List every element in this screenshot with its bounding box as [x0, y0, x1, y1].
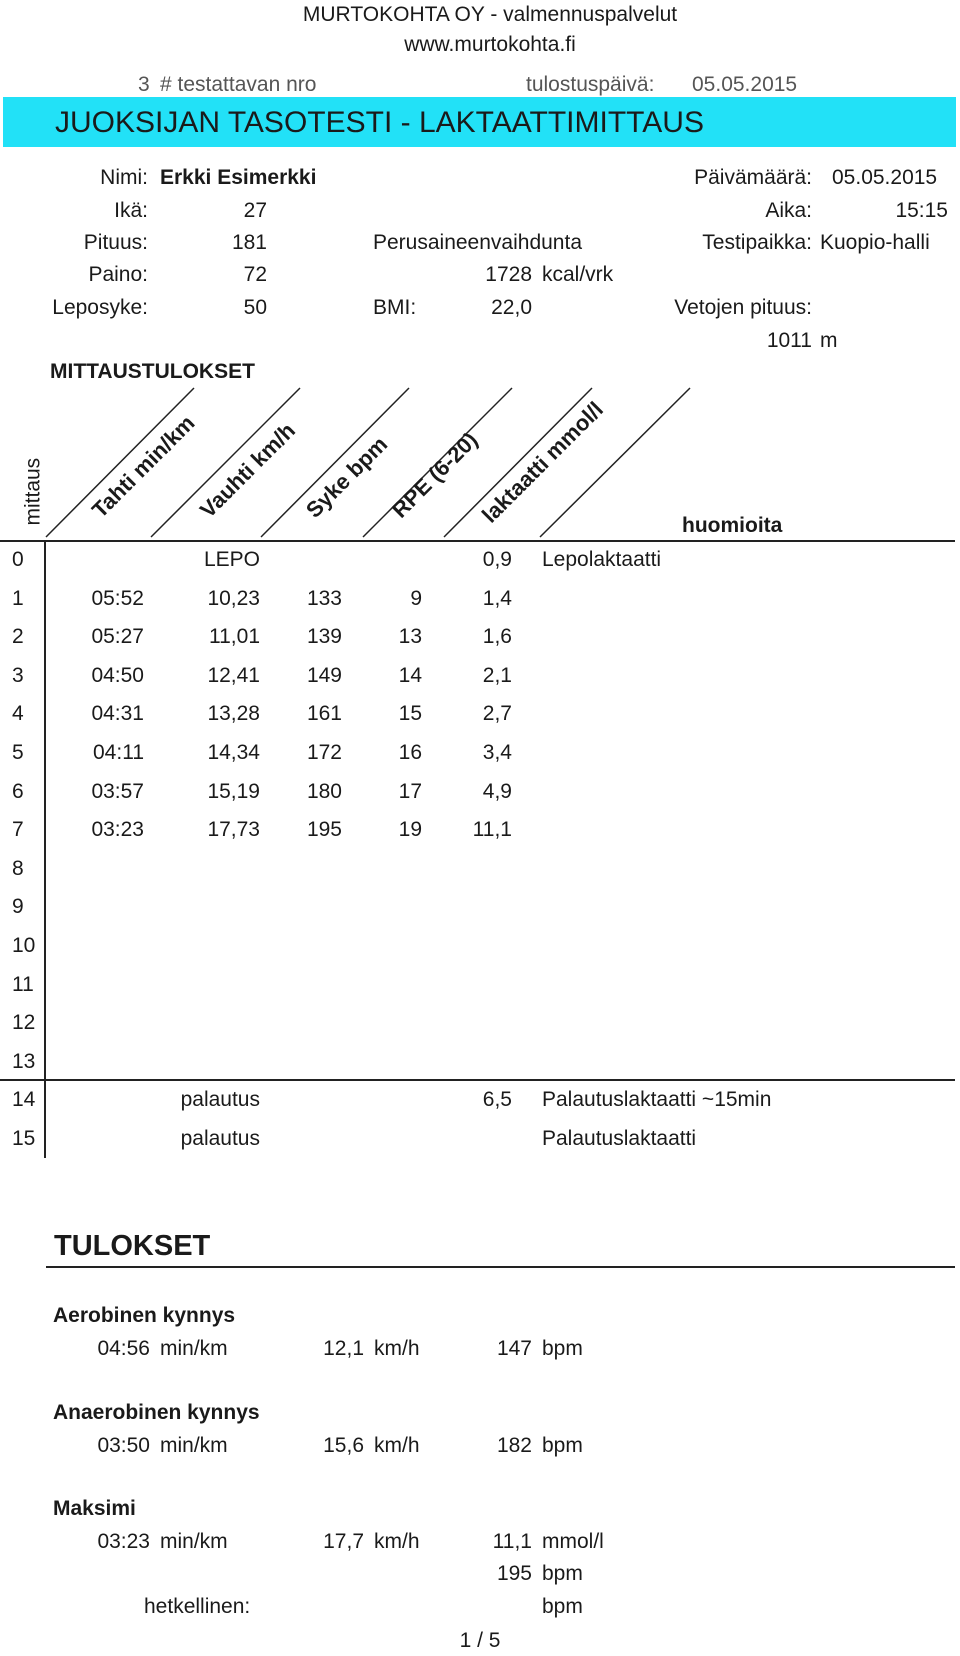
row-number: 12 — [12, 1011, 36, 1035]
speed-cell: palautus — [180, 1088, 260, 1112]
max-hr: 195 — [496, 1562, 532, 1585]
row-number: 10 — [12, 934, 36, 957]
lactate-cell: 2,7 — [482, 702, 512, 726]
row-number: 0 — [12, 548, 24, 571]
name-label: Nimi: — [100, 166, 148, 189]
bmr-label: Perusaineenvaihdunta — [373, 231, 582, 254]
max-speed: 17,7 — [323, 1530, 364, 1553]
pace-cell: 04:11 — [93, 741, 144, 764]
row-number: 3 — [12, 663, 24, 687]
max-hr-unit: bpm — [542, 1562, 583, 1585]
pace-cell: 05:52 — [91, 586, 144, 610]
bmi-value: 22,0 — [491, 296, 532, 319]
speed-cell: 14,34 — [207, 741, 260, 764]
aerobic-label: Aerobinen kynnys — [53, 1304, 236, 1327]
stage-length-value: 1011 — [766, 329, 812, 352]
print-date: 05.05.2015 — [692, 73, 798, 96]
weight-label: Paino: — [88, 263, 148, 286]
aerobic-pace-unit: min/km — [160, 1337, 228, 1360]
age-value: 27 — [243, 199, 267, 222]
weight-value: 72 — [243, 263, 267, 286]
column-header-heart-rate: Syke bpm — [301, 431, 393, 523]
speed-cell: LEPO — [203, 548, 260, 571]
row-number: 1 — [12, 586, 24, 610]
aerobic-hr-unit: bpm — [542, 1337, 583, 1360]
resting-hr-label: Leposyke: — [52, 296, 148, 319]
row-number: 2 — [12, 625, 24, 649]
note-cell: Palautuslaktaatti ~15min — [542, 1088, 772, 1112]
speed-cell: 17,73 — [207, 818, 260, 842]
heart-rate-cell: 172 — [306, 741, 342, 764]
max-pace-unit: min/km — [160, 1530, 228, 1553]
aerobic-speed: 12,1 — [323, 1337, 364, 1360]
rpe-cell: 9 — [410, 586, 422, 610]
company-name: MURTOKOHTA OY - valmennuspalvelut — [302, 3, 678, 26]
column-header-lactate: laktaatti mmol/l — [477, 396, 608, 528]
table-header-rule — [0, 540, 955, 542]
lactate-cell: 0,9 — [482, 548, 512, 571]
lactate-cell: 1,4 — [482, 586, 512, 610]
speed-cell: 13,28 — [207, 702, 260, 726]
max-label: Maksimi — [53, 1497, 136, 1520]
heart-rate-cell: 133 — [306, 586, 342, 610]
time-value: 15:15 — [895, 199, 948, 222]
row-number-rule — [44, 540, 46, 1158]
lactate-cell: 3,4 — [482, 741, 512, 764]
lactate-cell: 4,9 — [482, 779, 512, 803]
pace-cell: 03:23 — [91, 818, 144, 842]
bmr-unit: kcal/vrk — [542, 263, 614, 286]
max-pace: 03:23 — [97, 1530, 150, 1553]
speed-cell: 15,19 — [207, 779, 260, 803]
location-label: Testipaikka: — [702, 231, 812, 254]
speed-cell: 11,01 — [209, 625, 260, 649]
recovery-rule — [0, 1079, 955, 1081]
rpe-cell: 17 — [398, 779, 422, 803]
row-number: 6 — [12, 779, 24, 803]
heart-rate-cell: 149 — [306, 663, 342, 687]
location-value: Kuopio-halli — [820, 231, 930, 254]
column-header-speed: Vauhti km/h — [195, 417, 301, 523]
rpe-cell: 16 — [398, 741, 422, 764]
athlete-name: Erkki Esimerkki — [160, 166, 317, 189]
lactate-cell: 11,1 — [472, 818, 512, 842]
aerobic-pace: 04:56 — [97, 1337, 150, 1360]
heart-rate-cell: 195 — [306, 818, 342, 842]
row-number: 4 — [12, 702, 24, 726]
column-header-pace: Tahti min/km — [87, 410, 200, 523]
print-date-label: tulostuspäivä: — [526, 73, 655, 96]
page-number: 1 / 5 — [459, 1629, 501, 1652]
summary-heading: TULOKSET — [54, 1230, 211, 1262]
age-label: Ikä: — [114, 199, 148, 222]
lactate-cell: 2,1 — [482, 663, 512, 687]
anaerobic-pace-unit: min/km — [160, 1434, 228, 1457]
column-header-rpe: RPE (6-20) — [387, 427, 483, 523]
note-cell: Lepolaktaatti — [542, 548, 662, 571]
instant-hr-label: hetkellinen: — [144, 1595, 251, 1618]
row-header-mittaus: mittaus — [21, 457, 45, 526]
lactate-cell: 6,5 — [482, 1088, 512, 1112]
company-website[interactable]: www.murtokohta.fi — [404, 33, 576, 56]
height-value: 181 — [231, 231, 267, 254]
aerobic-speed-unit: km/h — [374, 1337, 420, 1360]
anaerobic-label: Anaerobinen kynnys — [53, 1401, 260, 1424]
rpe-cell: 14 — [398, 663, 422, 687]
time-label: Aika: — [765, 199, 812, 222]
resting-hr-value: 50 — [243, 296, 267, 319]
anaerobic-speed-unit: km/h — [374, 1434, 420, 1457]
max-speed-unit: km/h — [374, 1530, 420, 1553]
heart-rate-cell: 161 — [306, 702, 342, 726]
stage-length-label: Vetojen pituus: — [674, 296, 812, 319]
rpe-cell: 15 — [398, 702, 422, 726]
row-number: 13 — [12, 1049, 36, 1073]
aerobic-hr: 147 — [496, 1337, 532, 1360]
subject-number: 3 — [138, 73, 150, 96]
pace-cell: 04:50 — [91, 663, 144, 687]
stage-length-unit: m — [820, 329, 838, 352]
row-number: 14 — [12, 1088, 36, 1112]
rpe-cell: 13 — [398, 625, 422, 649]
max-lactate: 11,1 — [492, 1530, 532, 1553]
summary-rule — [46, 1266, 955, 1268]
lactate-cell: 1,6 — [482, 625, 512, 649]
row-number: 9 — [12, 895, 24, 919]
anaerobic-speed: 15,6 — [323, 1434, 364, 1457]
max-lactate-unit: mmol/l — [542, 1530, 604, 1553]
height-label: Pituus: — [83, 231, 148, 254]
results-heading: MITTAUSTULOKSET — [50, 360, 255, 383]
anaerobic-hr: 182 — [496, 1434, 532, 1457]
subject-number-label: # testattavan nro — [160, 73, 317, 96]
heart-rate-cell: 139 — [306, 625, 342, 649]
speed-cell: 10,23 — [207, 586, 260, 610]
row-number: 7 — [12, 818, 24, 842]
note-cell: Palautuslaktaatti — [542, 1127, 697, 1150]
page-title: JUOKSIJAN TASOTESTI - LAKTAATTIMITTAUS — [55, 106, 704, 139]
anaerobic-pace: 03:50 — [97, 1434, 150, 1457]
row-number: 8 — [12, 856, 24, 880]
pace-cell: 03:57 — [91, 779, 144, 803]
speed-cell: 12,41 — [207, 663, 260, 687]
speed-cell: palautus — [180, 1127, 260, 1150]
row-number: 11 — [12, 972, 34, 996]
date-label: Päivämäärä: — [694, 166, 812, 189]
instant-hr-unit: bpm — [542, 1595, 583, 1618]
anaerobic-hr-unit: bpm — [542, 1434, 583, 1457]
row-number: 15 — [12, 1127, 36, 1150]
bmr-value: 1728 — [485, 263, 532, 286]
pace-cell: 04:31 — [91, 702, 144, 726]
pace-cell: 05:27 — [91, 625, 144, 649]
notes-header: huomioita — [682, 514, 783, 537]
heart-rate-cell: 180 — [306, 779, 342, 803]
bmi-label: BMI: — [373, 296, 417, 319]
row-number: 5 — [12, 741, 24, 764]
rpe-cell: 19 — [398, 818, 422, 842]
date-value: 05.05.2015 — [832, 166, 938, 189]
